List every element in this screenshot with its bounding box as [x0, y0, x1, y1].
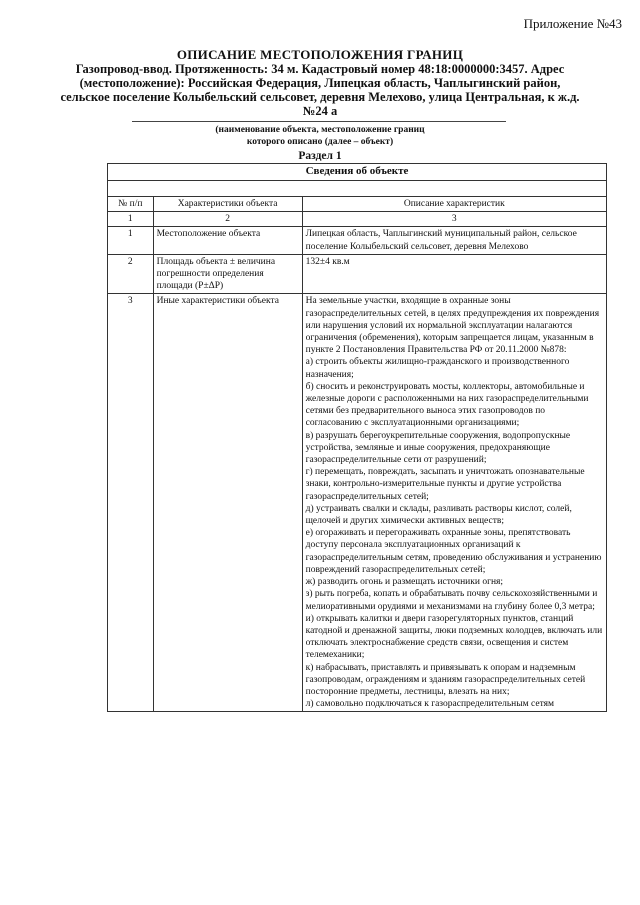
- header-description: Описание характеристик: [302, 197, 606, 212]
- restriction-item-e: е) огораживать и перегораживать охранные зоны, препятствовать доступу персонала эксплуатационных организаций к газораспределительным сетям, проведению обслуживания и устранению повреждений газораспределительных сетей;: [305, 528, 602, 575]
- caption-line-2: которого описано (далее – объект): [246, 137, 394, 147]
- column-number-2: 2: [153, 212, 302, 227]
- table-header-row: [108, 197, 607, 212]
- table-row: [108, 227, 607, 254]
- caption-line-1: (наименование объекта, местоположение границ: [215, 125, 425, 135]
- table-spacer-row: [108, 181, 607, 197]
- table-row: [108, 254, 607, 294]
- table-row: [108, 294, 607, 712]
- row-characteristic: Иные характеристики объекта: [153, 294, 302, 712]
- description-paragraph: На земельные участки, входящие в охранные зоны газораспределительных сетей, в целях предупреждения их повреждения или нарушения условий их нормальной эксплуатации налагаются ограничения (обременения), которым запрещается лицам, указанным в пункте 2 Постановления Правительства РФ от 20.11.2000 №878:: [305, 296, 600, 356]
- row-characteristic: Площадь объекта ± величина погрешности определения площади (Р±ΔР): [153, 254, 302, 294]
- object-info-table: [107, 163, 607, 712]
- section-label: Раздел 1: [298, 150, 342, 162]
- column-number-3: 3: [302, 212, 606, 227]
- restriction-item-l: л) самовольно подключаться к газораспределительным сетям: [305, 699, 554, 710]
- restriction-item-k: к) набрасывать, приставлять и привязывать к опорам и надземным газопроводам, ограждениям и зданиям газораспределительных сетей посторонние предметы, лестницы, влезать на них;: [305, 662, 586, 697]
- restriction-item-b: б) сносить и реконструировать мосты, коллекторы, автомобильные и железные дороги с расположенными на них газораспределительными сетями без предварительного выноса этих газопроводов по согласованию с эксплуатационными организациями;: [305, 381, 589, 429]
- description-paragraph: Липецкая область, Чаплыгинский муниципальный район, сельское поселение Колыбельский сельсовет, деревня Мелехово: [305, 229, 577, 252]
- restriction-item-g: г) перемещать, повреждать, засыпать и уничтожать опознавательные знаки, контрольно-измерительные пункты и другие устройства газораспределительных сетей;: [305, 467, 585, 502]
- row-num: 3: [108, 294, 154, 712]
- description-paragraph: 132±4 кв.м: [305, 256, 350, 267]
- appendix-number: Приложение №43: [523, 16, 622, 31]
- title-underline: [132, 121, 506, 122]
- row-characteristic: Местоположение объекта: [153, 227, 302, 254]
- row-num: 2: [108, 254, 154, 294]
- table-subtitle: Сведения об объекте: [108, 164, 607, 181]
- header-num: № п/п: [108, 197, 154, 212]
- restriction-item-zh: ж) разводить огонь и размещать источники огня;: [305, 577, 504, 588]
- column-number-1: 1: [108, 212, 154, 227]
- header-characteristic: Характеристики объекта: [153, 197, 302, 212]
- row-description: [302, 294, 606, 712]
- table-column-numbers-row: [108, 212, 607, 227]
- row-description: [302, 227, 606, 254]
- restriction-item-d: д) устраивать свалки и склады, разливать растворы кислот, солей, щелочей и других химически активных веществ;: [305, 503, 572, 527]
- row-num: 1: [108, 227, 154, 254]
- table-banner-row: [108, 164, 607, 181]
- restriction-item-a: а) строить объекты жилищно-гражданского и производственного назначения;: [305, 357, 570, 380]
- restriction-item-v: в) разрушать берегоукрепительные сооружения, водопропускные устройства, земляные и иные сооружения, предохраняющие газораспределительные сети от разрушений;: [305, 430, 571, 466]
- restriction-item-z: з) рыть погреба, копать и обрабатывать почву сельскохозяйственными и мелиоративными орудиями и механизмами на глубину более 0,3 метра;: [305, 589, 598, 612]
- title-object-description: Газопровод-ввод. Протяженность: 34 м. Кадастровый номер 48:18:0000000:3457. Адрес (местоположение): Российская Федерация, Липецкая область, Чаплыгинский район, сельское поселение Колыбельский сельсовет, деревня Мелехово, улица Центральная, к ж.д. №24 а: [60, 62, 580, 118]
- title-heading: ОПИСАНИЕ МЕСТОПОЛОЖЕНИЯ ГРАНИЦ: [176, 47, 464, 62]
- row-description: [302, 254, 606, 294]
- title-caption: [140, 124, 500, 148]
- document-title: [60, 48, 580, 118]
- restriction-item-i: и) открывать калитки и двери газорегуляторных пунктов, станций катодной и дренажной защиты, люки подземных колодцев, включать или отключать электроснабжение средств связи, освещения и систем телемеханики;: [305, 613, 603, 661]
